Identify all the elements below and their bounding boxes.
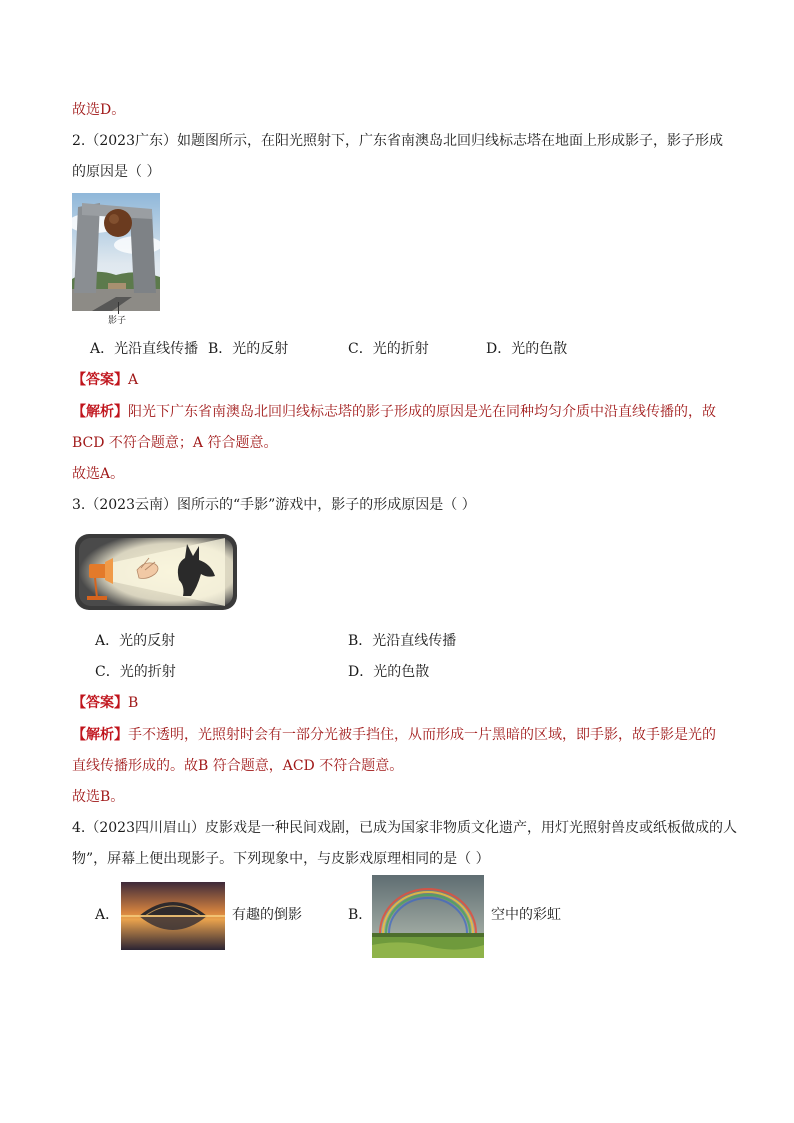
q3-answer-row	[72, 693, 138, 713]
q2-analysis-line1: 阳光下广东省南澳岛北回归线标志塔的影子形成的原因是光在同种均匀介质中沿直线传播的，故	[128, 404, 716, 420]
q3-conclusion: 故选B。	[72, 789, 125, 805]
rainbow-photo-icon	[372, 875, 484, 958]
q3-analysis-line1: 手不透明，光照射时会有一部分光被手挡住，从而形成一片黑暗的区域，即手影，故手影是光的	[128, 727, 716, 743]
q3-analysis-row	[72, 725, 716, 745]
q3-analysis-line2: 直线传播形成的。故B 符合题意，ACD 不符合题意。	[72, 758, 404, 774]
q3-option-c: C．光的折射	[95, 664, 176, 680]
q2-option-c: C．光的折射	[348, 341, 429, 357]
q4-option-b-letter: B．	[348, 907, 373, 923]
q2-option-d: D．光的色散	[486, 341, 568, 357]
q4-option-b-image	[372, 875, 484, 958]
q2-analysis-tag: 【解析】	[72, 404, 128, 420]
q4-option-a-text: 有趣的倒影	[232, 907, 302, 923]
q2-stem-line1: 2.（2023广东）如题图所示，在阳光照射下，广东省南澳岛北回归线标志塔在地面上形成影子，影子形成	[72, 133, 723, 149]
q3-analysis-tag: 【解析】	[72, 727, 128, 743]
q3-hand-shadow-image	[75, 534, 237, 610]
q2-stem-line2: 的原因是（ ）	[72, 164, 161, 180]
q2-analysis-line2: BCD 不符合题意；A 符合题意。	[72, 435, 278, 451]
q2-option-b: B．光的反射	[208, 341, 289, 357]
q2-monument-image	[72, 193, 160, 311]
q3-option-a: A．光的反射	[95, 633, 176, 649]
q3-stem: 3.（2023云南）图所示的“手影”游戏中，影子的形成原因是（ ）	[72, 497, 476, 513]
q2-image-caption: 影子	[108, 316, 127, 326]
q2-analysis-row	[72, 402, 716, 422]
q4-option-b-text: 空中的彩虹	[491, 907, 561, 923]
q2-conclusion: 故选A。	[72, 466, 125, 482]
reflection-photo-icon	[121, 882, 225, 950]
q3-option-d: D．光的色散	[348, 664, 430, 680]
q3-option-b: B．光沿直线传播	[348, 633, 457, 649]
q2-answer: A	[128, 372, 139, 388]
q3-answer: B	[128, 695, 139, 711]
q2-option-a: A．光沿直线传播	[90, 341, 199, 357]
hand-shadow-illustration-icon	[75, 534, 237, 610]
monument-photo-icon	[72, 193, 160, 311]
q4-stem-line2: 物”，屏幕上便出现影子。下列现象中，与皮影戏原理相同的是（ ）	[72, 851, 490, 867]
q4-stem-line1: 4.（2023四川眉山）皮影戏是一种民间戏剧，已成为国家非物质文化遗产，用灯光照射兽皮或纸板做成的人	[72, 820, 737, 836]
q1-conclusion: 故选D。	[72, 102, 126, 118]
q2-answer-row	[72, 370, 138, 390]
q4-option-a-letter: A．	[95, 907, 120, 923]
q4-option-a-image	[121, 882, 225, 950]
q3-answer-tag: 【答案】	[72, 695, 128, 711]
q2-caption-pointer	[118, 302, 119, 314]
q2-answer-tag: 【答案】	[72, 372, 128, 388]
